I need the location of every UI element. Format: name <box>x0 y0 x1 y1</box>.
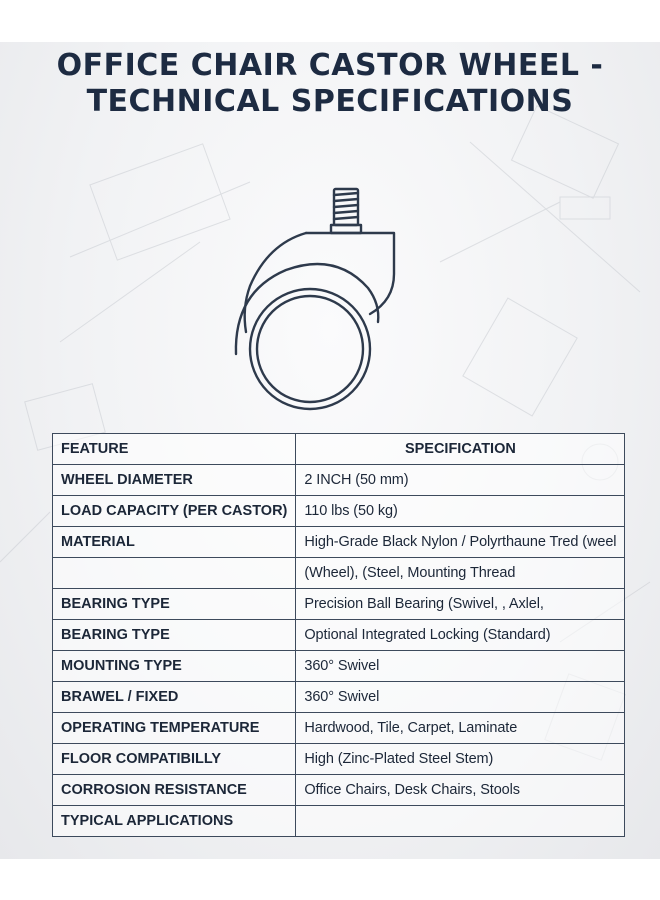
spec-table <box>52 433 625 837</box>
table-row <box>53 806 625 837</box>
feature-cell: FLOOR COMPATIBILLY <box>53 744 296 775</box>
table-header-row <box>53 434 625 465</box>
spec-sheet <box>0 42 660 859</box>
table-row <box>53 651 625 682</box>
spec-cell: 110 lbs (50 kg) <box>296 496 625 527</box>
spec-cell: High-Grade Black Nylon / Polyrthaune Tred (weel <box>296 527 625 558</box>
table-row <box>53 775 625 806</box>
spec-cell: 2 INCH (50 mm) <box>296 465 625 496</box>
feature-cell <box>53 558 296 589</box>
castor-wheel-icon <box>228 182 408 422</box>
feature-cell: CORROSION RESISTANCE <box>53 775 296 806</box>
table-row <box>53 713 625 744</box>
table-row <box>53 589 625 620</box>
table-row <box>53 558 625 589</box>
specification-column-header: SPECIFICATION <box>296 434 625 465</box>
table-row <box>53 465 625 496</box>
feature-cell: TYPICAL APPLICATIONS <box>53 806 296 837</box>
spec-cell: (Wheel), (Steel, Mounting Thread <box>296 558 625 589</box>
title-line-1: OFFICE CHAIR CASTOR WHEEL - <box>56 48 604 83</box>
feature-cell: BEARING TYPE <box>53 620 296 651</box>
feature-cell: MATERIAL <box>53 527 296 558</box>
feature-cell: WHEEL DIAMETER <box>53 465 296 496</box>
feature-cell: BEARING TYPE <box>53 589 296 620</box>
spec-cell: Precision Ball Bearing (Swivel, , Axlel, <box>296 589 625 620</box>
page-title <box>0 48 660 120</box>
feature-column-header: FEATURE <box>53 434 296 465</box>
table-row <box>53 682 625 713</box>
table-row <box>53 744 625 775</box>
spec-cell <box>296 806 625 837</box>
spec-cell: High (Zinc-Plated Steel Stem) <box>296 744 625 775</box>
spec-cell: Office Chairs, Desk Chairs, Stools <box>296 775 625 806</box>
spec-cell: 360° Swivel <box>296 682 625 713</box>
table-row <box>53 527 625 558</box>
spec-cell: Optional Integrated Locking (Standard) <box>296 620 625 651</box>
table-row <box>53 496 625 527</box>
feature-cell: OPERATING TEMPERATURE <box>53 713 296 744</box>
spec-cell: Hardwood, Tile, Carpet, Laminate <box>296 713 625 744</box>
feature-cell: BRAWEL / FIXED <box>53 682 296 713</box>
spec-cell: 360° Swivel <box>296 651 625 682</box>
feature-cell: LOAD CAPACITY (PER CASTOR) <box>53 496 296 527</box>
feature-cell: MOUNTING TYPE <box>53 651 296 682</box>
table-row <box>53 620 625 651</box>
title-line-2: TECHNICAL SPECIFICATIONS <box>86 84 574 119</box>
